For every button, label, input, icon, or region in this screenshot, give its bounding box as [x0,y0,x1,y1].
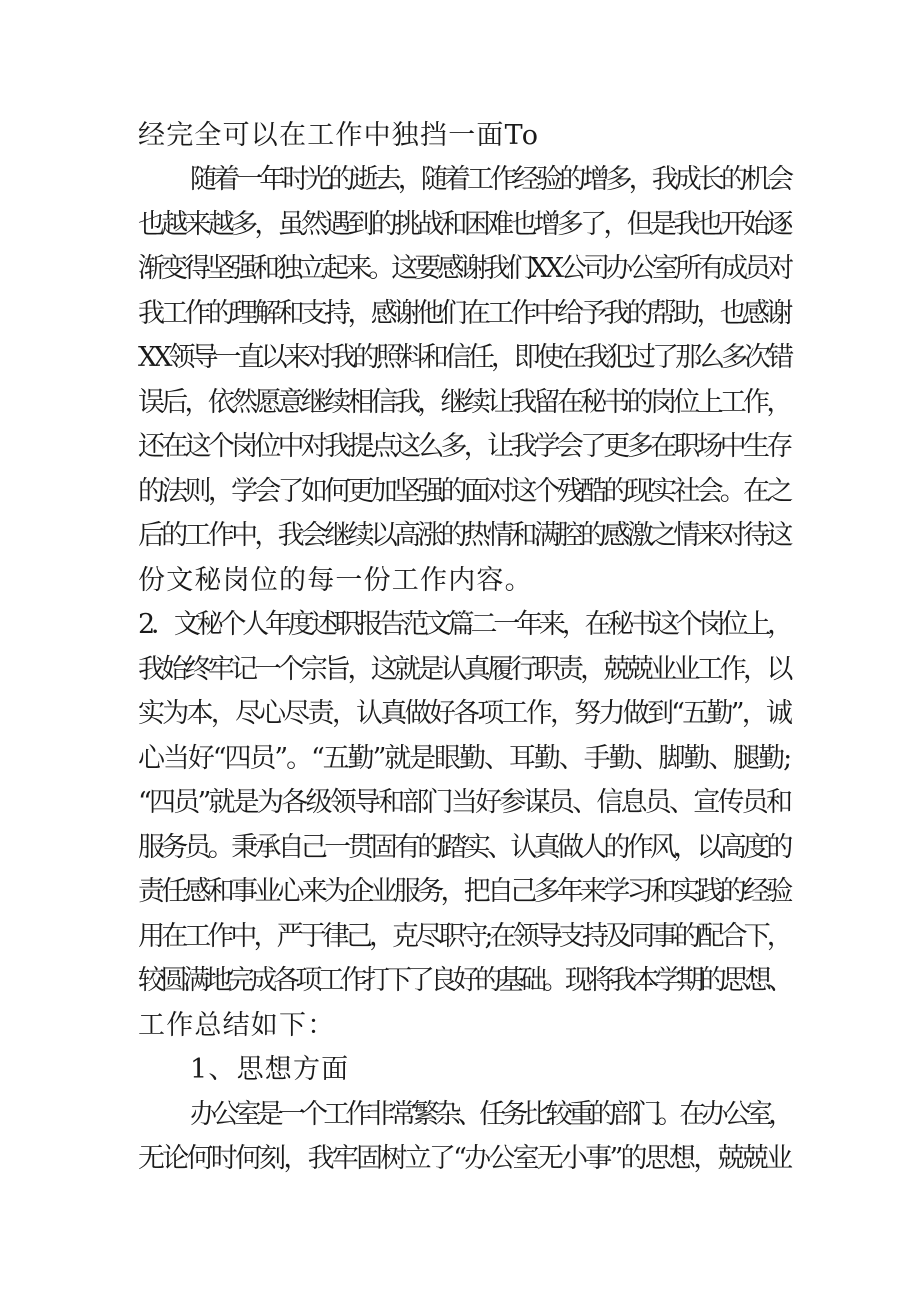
text-line: 我始终牢记一个宗旨，这就是认真履行职责，兢兢业业工作，以 [138,654,790,685]
text-line: 我工作的理解和支持，感谢他们在工作中给予我的帮助，也感谢 [138,298,790,329]
text-line: 也越来越多，虽然遇到的挑战和困难也增多了，但是我也开始逐 [138,209,790,240]
text-line: 用在工作中，严于律己，克尽职守;在领导支持及同事的配合下， [138,921,790,952]
text-line: 渐变得坚强和独立起来。这要感谢我们XX公司办公室所有成员对 [138,253,791,284]
text-line: 还在这个岗位中对我提点这么多，让我学会了更多在职场中生存 [138,431,790,462]
text-line: 工作总结如下： [138,1010,336,1041]
text-line: 实为本，尽心尽责，认真做好各项工作，努力做到“五勤”，诚 [138,698,791,729]
text-line: XX领导一直以来对我的照料和信任，即使在我犯过了那么多次错 [138,342,791,373]
text-line: “四员”就是为各级领导和部门当好参谋员、信息员、宣传员和 [138,787,791,818]
paragraph-start-line: 办公室是一个工作非常繁杂、任务比较重的部门。在办公室， [190,1099,791,1130]
text-line: 责任感和事业心来为企业服务，把自己多年来学习和实践的经验 [138,876,790,907]
text-line: 较圆满地完成各项工作打下了良好的基础。现将我本学期的思想、 [138,965,790,996]
text-line: 心当好“四员”。“五勤”就是眼勤、耳勤、手勤、脚勤、腿勤; [138,743,791,774]
text-line: 份文秘岗位的每一份工作内容。 [138,565,533,596]
text-line: 经完全可以在工作中独挡一面To [138,120,540,151]
text-line: 服务员。秉承自己一贯固有的踏实、认真做人的作风，以高度的 [138,832,790,863]
section-heading-line: 2．文秘个人年度述职报告范文篇二一年来，在秘书这个岗位上， [138,609,790,640]
text-line: 的法则，学会了如何更加坚强的面对这个残酷的现实社会。在之 [138,476,790,507]
subsection-heading: 1、思想方面 [190,1054,350,1085]
paragraph-start-line: 随着一年时光的逝去，随着工作经验的增多，我成长的机会 [190,164,791,195]
text-line: 无论何时何刻，我牢固树立了“办公室无小事”的思想，兢兢业 [138,1143,791,1174]
text-line: 后的工作中，我会继续以高涨的热情和满腔的感激之情来对待这 [138,520,790,551]
text-line: 误后，依然愿意继续相信我，继续让我留在秘书的岗位上工作， [138,387,790,418]
